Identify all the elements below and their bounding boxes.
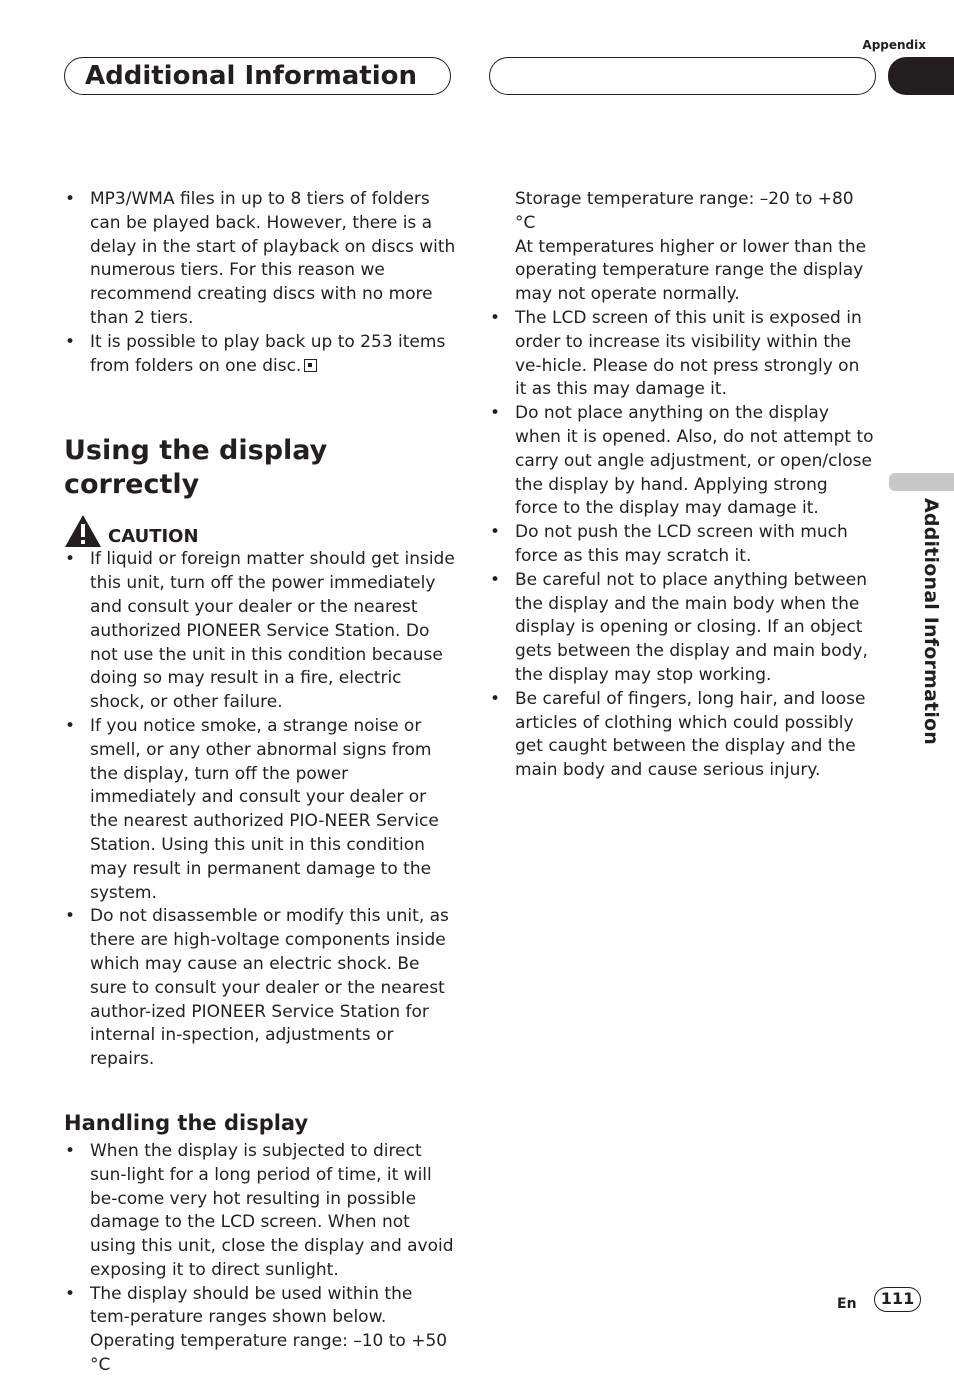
right-column (489, 188, 874, 783)
bullet-dot: • (489, 403, 501, 424)
appendix-label: Appendix (862, 38, 926, 52)
handling-bullet-list (64, 1140, 456, 1378)
list-item: • Be careful not to place anything between the display and the main body when the display is opening or closing. If an object gets between the display and main body, the display may stop working. (489, 569, 868, 685)
section-title: Using the display correctly (64, 435, 328, 501)
page-number: 111 (874, 1287, 921, 1312)
subsection-title: Handling the display (64, 1110, 309, 1135)
handling-bullet-list-continued (489, 307, 874, 783)
bullet-dot: • (64, 189, 76, 209)
caution-bullet-list (64, 548, 456, 1072)
bullet-dot: • (489, 688, 501, 709)
list-item: • Be careful of fingers, long hair, and loose articles of clothing which could possibly get caught between the display and the main body and cause serious injury. (489, 688, 866, 781)
list-item: • MP3/WMA files in up to 8 tiers of folders can be played back. However, there is a delay in the start of playback on discs with numerous tiers. For this reason we recommend creating discs with no more than 2 tiers. (64, 189, 456, 328)
list-item: • If you notice smoke, a strange noise or smell, or any other abnormal signs from the display, turn off the power immediately and consult your dealer or the nearest authorized PIO-NEER Service Station. Using this unit in this condition may result in permanent damage to the system. (64, 715, 439, 903)
bullet-dot: • (64, 549, 76, 570)
intro-bullet-list (64, 188, 456, 378)
list-item: • It is possible to play back up to 253 items from folders on one disc. (64, 331, 446, 376)
caution-heading (64, 514, 456, 548)
list-item: • Do not push the LCD screen with much force as this may scratch it. (489, 522, 848, 566)
end-mark-icon (304, 359, 317, 372)
bullet-dot: • (64, 906, 76, 927)
section-header-pill (64, 57, 451, 95)
caution-label: CAUTION (108, 526, 199, 548)
storage-temperature: Storage temperature range: –20 to +80 °C (515, 189, 854, 233)
bullet-dot: • (489, 522, 501, 543)
section-header-title: Additional Information (85, 61, 418, 91)
bullet-dot: • (64, 331, 76, 352)
header-empty-pill (489, 57, 876, 95)
list-item: • The LCD screen of this unit is exposed in order to increase its visibility within the ve-hicle. Please do not press strongly on it as this may damage it. (489, 307, 862, 400)
bullet-dot: • (489, 307, 501, 328)
list-item: • Do not place anything on the display when it is opened. Also, do not attempt to carry out angle adjustment, or open/close the display by hand. Applying strong force to the display may damage it. (489, 403, 874, 519)
list-item: • Do not disassemble or modify this unit, as there are high-voltage components inside which may cause an electric shock. Be sure to consult your dealer or the nearest author-ized PIONEER Service Station for internal in-spection, adjustments or repairs. (64, 906, 449, 1070)
bullet-dot: • (64, 1283, 76, 1304)
list-item: • When the display is subjected to direct sun-light for a long period of time, it will be-come very hot resulting in possible damage to the LCD screen. When not using this unit, close the display and avoid exposing it to direct sunlight. (64, 1140, 454, 1280)
chapter-tab-black (888, 57, 954, 95)
list-item: • The display should be used within the tem-perature ranges shown below. Operating temperature range: –10 to +50 °C (64, 1283, 448, 1376)
operating-temperature: Operating temperature range: –10 to +50 °C (90, 1331, 448, 1376)
list-item: • If liquid or foreign matter should get inside this unit, turn off the power immediately and consult your dealer or the nearest authorized PIONEER Service Station. Do not use the unit in this condition because doing so may result in a fire, electric shock, or other failure. (64, 549, 455, 713)
warning-triangle-icon (64, 514, 102, 548)
bullet-dot: • (64, 1140, 76, 1161)
footer-language: En (837, 1296, 857, 1312)
side-tab-marker (889, 473, 954, 491)
bullet-dot: • (64, 715, 76, 736)
temperature-note: At temperatures higher or lower than the operating temperature range the display may not operate normally. (515, 236, 867, 305)
side-tab-label: Additional Information (920, 498, 942, 746)
bullet-dot: • (489, 569, 501, 590)
left-column (64, 188, 456, 1378)
